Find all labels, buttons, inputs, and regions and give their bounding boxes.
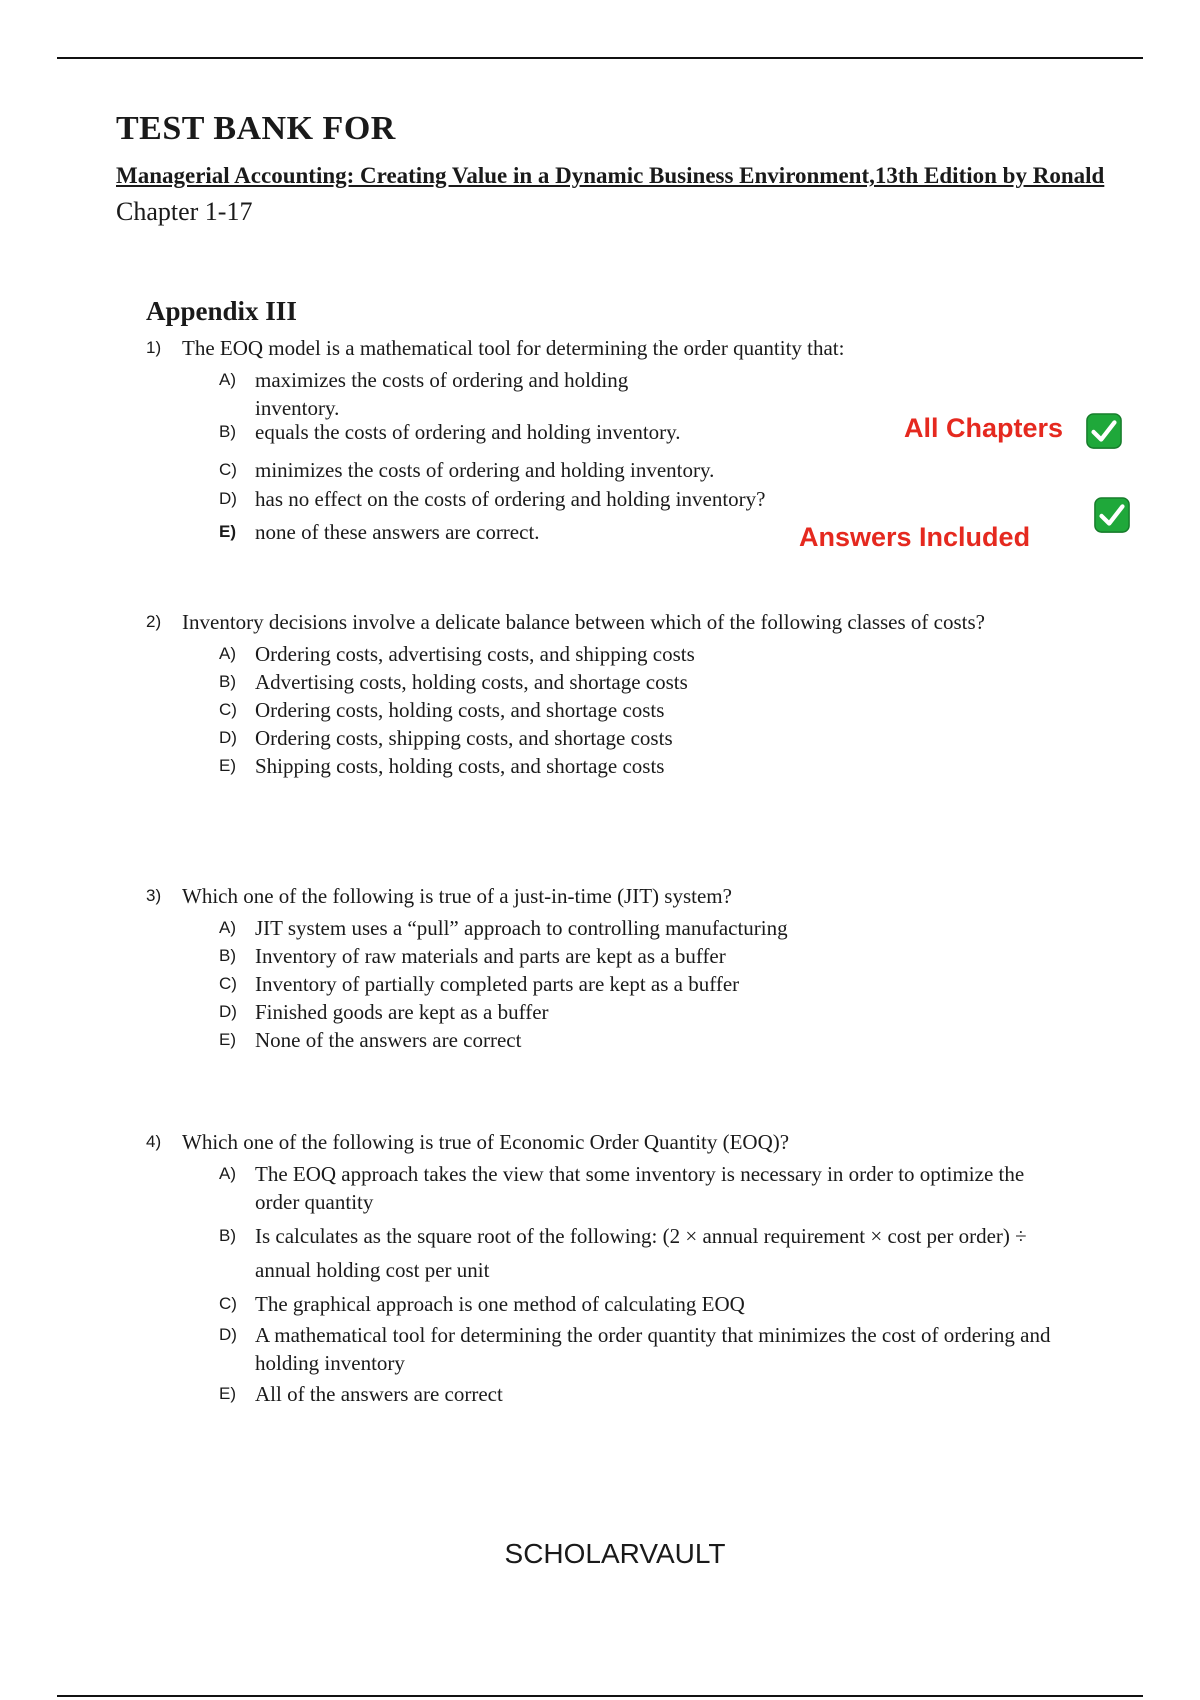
section-heading: Appendix III — [146, 296, 297, 326]
option-letter: E) — [219, 756, 236, 775]
option-letter: D) — [219, 489, 237, 508]
answer-options — [146, 914, 1066, 1054]
answer-options — [146, 640, 1066, 780]
option-c — [219, 1290, 1066, 1318]
option-letter: B) — [219, 672, 236, 691]
question-2 — [146, 608, 1066, 780]
option-text: Shipping costs, holding costs, and shortage costs — [255, 754, 665, 778]
option-c — [219, 696, 1066, 724]
option-letter: D) — [219, 1325, 237, 1344]
option-b — [219, 1219, 1066, 1287]
option-text: has no effect on the costs of ordering and holding inventory? — [255, 487, 766, 511]
option-a — [219, 640, 1066, 668]
option-letter: C) — [219, 1294, 237, 1313]
question-4 — [146, 1128, 1066, 1411]
question-stem — [146, 608, 1066, 636]
question-text: Which one of the following is true of a just-in-time (JIT) system? — [182, 884, 732, 908]
option-text: minimizes the costs of ordering and holding inventory. — [255, 458, 715, 482]
option-letter: D) — [219, 728, 237, 747]
promo-answers-included: Answers Included — [799, 522, 1031, 552]
option-letter: A) — [219, 370, 236, 389]
promo-all-chapters: All Chapters — [904, 413, 1064, 443]
check-mark-icon — [1093, 496, 1131, 534]
option-text: none of these answers are correct. — [255, 520, 540, 544]
question-stem — [146, 882, 1066, 910]
option-e — [219, 1026, 1066, 1054]
option-text: A mathematical tool for determining the order quantity that minimizes the cost of ordering and holding inventory — [255, 1323, 1051, 1375]
option-letter: E) — [219, 522, 236, 541]
book-title: Managerial Accounting: Creating Value in a Dynamic Business Environment,13th Edition by Ronald — [116, 163, 1105, 188]
chapter-range: Chapter 1-17 — [116, 197, 253, 226]
option-letter: E) — [219, 1384, 236, 1403]
option-text: equals the costs of ordering and holding inventory. — [255, 420, 681, 444]
option-text: Ordering costs, shipping costs, and shortage costs — [255, 726, 673, 750]
option-letter: B) — [219, 422, 236, 441]
option-letter: A) — [219, 1164, 236, 1183]
option-text: JIT system uses a “pull” approach to controlling manufacturing — [255, 916, 788, 940]
question-number: 1) — [146, 338, 162, 357]
question-stem — [146, 334, 1066, 362]
question-1 — [146, 334, 1066, 546]
option-c — [219, 456, 795, 484]
option-letter: A) — [219, 918, 236, 937]
option-c — [219, 970, 1066, 998]
option-e — [219, 518, 775, 546]
option-d — [219, 486, 775, 512]
question-3 — [146, 882, 1066, 1054]
option-text: Advertising costs, holding costs, and shortage costs — [255, 670, 688, 694]
option-e — [219, 752, 1066, 780]
option-a — [219, 914, 1066, 942]
question-text: The EOQ model is a mathematical tool for determining the order quantity that: — [182, 336, 845, 360]
option-a — [219, 1160, 1066, 1216]
option-b — [219, 942, 1066, 970]
bottom-rule — [57, 1695, 1143, 1697]
page-title: TEST BANK FOR — [116, 110, 396, 147]
question-number: 2) — [146, 612, 162, 631]
option-letter: C) — [219, 460, 237, 479]
top-rule — [57, 57, 1143, 59]
option-letter: C) — [219, 974, 237, 993]
answer-options — [146, 1160, 1066, 1408]
option-text: Ordering costs, advertising costs, and shipping costs — [255, 642, 695, 666]
option-text: Inventory of partially completed parts are kept as a buffer — [255, 972, 740, 996]
option-text: The graphical approach is one method of calculating EOQ — [255, 1292, 745, 1316]
option-text: maximizes the costs of ordering and holding inventory. — [255, 368, 629, 420]
option-letter: D) — [219, 1002, 237, 1021]
option-text: Is calculates as the square root of the following: (2 × annual requirement × cost per order) ÷ annual holding cost per unit — [255, 1224, 1027, 1282]
question-number: 4) — [146, 1132, 162, 1151]
option-d — [219, 724, 1066, 752]
option-text: Inventory of raw materials and parts are kept as a buffer — [255, 944, 726, 968]
option-a — [219, 366, 675, 422]
option-text: Ordering costs, holding costs, and shortage costs — [255, 698, 665, 722]
option-e — [219, 1380, 1066, 1408]
option-letter: A) — [219, 644, 236, 663]
option-letter: B) — [219, 946, 236, 965]
option-text: The EOQ approach takes the view that some inventory is necessary in order to optimize the order quantity — [255, 1162, 1025, 1214]
question-text: Inventory decisions involve a delicate balance between which of the following classes of costs? — [182, 610, 985, 634]
option-text: Finished goods are kept as a buffer — [255, 1000, 549, 1024]
question-stem — [146, 1128, 1066, 1156]
option-text: All of the answers are correct — [255, 1382, 503, 1406]
footer-brand: SCHOLARVAULT — [504, 1538, 726, 1569]
option-letter: E) — [219, 1030, 236, 1049]
question-number: 3) — [146, 886, 162, 905]
option-letter: B) — [219, 1226, 236, 1245]
check-mark-icon — [1085, 412, 1123, 450]
question-text: Which one of the following is true of Economic Order Quantity (EOQ)? — [182, 1130, 790, 1154]
option-b — [219, 668, 1066, 696]
option-text: None of the answers are correct — [255, 1028, 522, 1052]
option-letter: C) — [219, 700, 237, 719]
option-d — [219, 1321, 1066, 1377]
option-d — [219, 998, 1066, 1026]
answer-options — [146, 366, 1066, 546]
option-b — [219, 418, 775, 446]
